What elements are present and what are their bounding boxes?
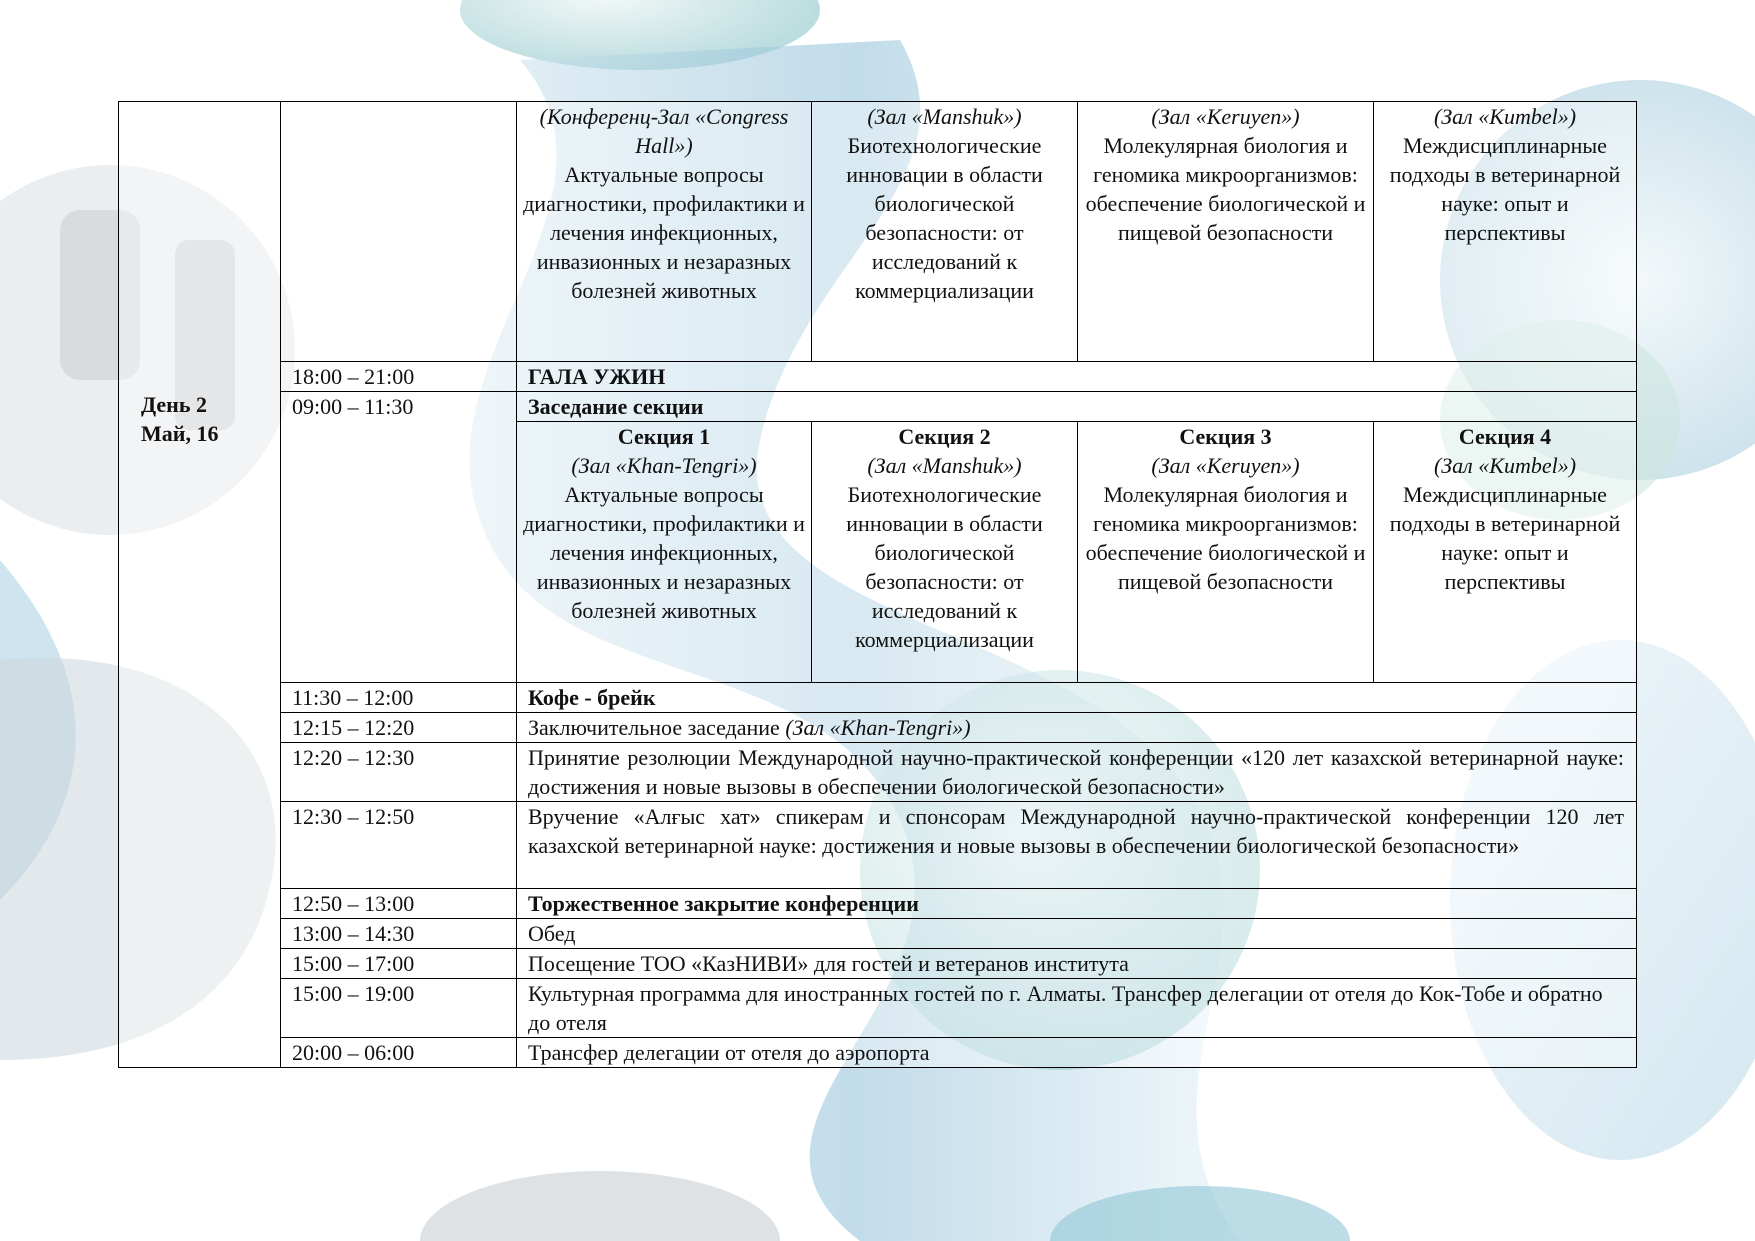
- section-name: Секция 4: [1458, 424, 1552, 449]
- time-cell: 20:00 – 06:00: [281, 1038, 517, 1068]
- event-cell: Обед: [517, 919, 1637, 949]
- time-cell: 15:00 – 19:00: [281, 979, 517, 1038]
- section-topic: Актуальные вопросы диагностики, профилактики и лечения инфекционных, инвазионных и незаразных болезней животных: [523, 162, 805, 303]
- section-cell: [812, 422, 1078, 683]
- section-cell: [1374, 102, 1637, 362]
- table-row: [119, 802, 1637, 889]
- time-cell: 12:20 – 12:30: [281, 743, 517, 802]
- event-cell: Посещение ТОО «КазНИВИ» для гостей и ветеранов института: [517, 949, 1637, 979]
- section-cell: [517, 102, 812, 362]
- event-cell: [517, 713, 1637, 743]
- table-row: [119, 392, 1637, 422]
- time-cell: 09:00 – 11:30: [281, 392, 517, 683]
- time-cell: 11:30 – 12:00: [281, 683, 517, 713]
- section-hall: (Зал «Keruyen»): [1151, 453, 1300, 478]
- section-hall: (Зал «Khan-Tengri»): [571, 453, 757, 478]
- section-hall: (Зал «Manshuk»): [867, 104, 1022, 129]
- section-cell: [1078, 422, 1374, 683]
- section-name: Секция 2: [898, 424, 991, 449]
- table-row: [119, 919, 1637, 949]
- time-cell: 15:00 – 17:00: [281, 949, 517, 979]
- event-cell: Торжественное закрытие конференции: [517, 889, 1637, 919]
- event-hall: (Зал «Khan-Tengri»): [785, 715, 971, 740]
- day-label: День 2: [141, 392, 207, 417]
- table-row: [119, 743, 1637, 802]
- table-row: [119, 1038, 1637, 1068]
- section-topic: Актуальные вопросы диагностики, профилактики и лечения инфекционных, инвазионных и незаразных болезней животных: [523, 482, 805, 623]
- time-cell: 18:00 – 21:00: [281, 362, 517, 392]
- day-date: Май, 16: [141, 421, 219, 446]
- event-cell: Вручение «Алғыс хат» спикерам и спонсорам Международной научно-практической конференции 120 лет казахской ветеринарной науке: достижения и новые вызовы в обеспечении биологической безопасности»: [517, 802, 1637, 889]
- section-name: Секция 3: [1179, 424, 1272, 449]
- section-cell: [1078, 102, 1374, 362]
- event-cell: Кофе - брейк: [517, 683, 1637, 713]
- event-cell: Трансфер делегации от отеля до аэропорта: [517, 1038, 1637, 1068]
- section-cell: [517, 422, 812, 683]
- event-cell: Принятие резолюции Международной научно-практической конференции «120 лет казахской ветеринарной науке: достижения и новые вызовы в обеспечении биологической безопасности»: [517, 743, 1637, 802]
- event-cell: ГАЛА УЖИН: [517, 362, 1637, 392]
- event-cell: Культурная программа для иностранных гостей по г. Алматы. Трансфер делегации от отеля до Кок-Тобе и обратно до отеля: [517, 979, 1637, 1038]
- table-row: [119, 713, 1637, 743]
- table-row: [119, 949, 1637, 979]
- table-row: [119, 889, 1637, 919]
- time-cell: 12:30 – 12:50: [281, 802, 517, 889]
- section-topic: Молекулярная биология и геномика микроорганизмов: обеспечение биологической и пищевой безопасности: [1085, 482, 1366, 594]
- schedule-table: [118, 101, 1637, 1068]
- section-hall: (Конференц-Зал «Congress Hall»): [539, 104, 789, 158]
- table-row: [119, 362, 1637, 392]
- table-row: [119, 683, 1637, 713]
- section-topic: Междисциплинарные подходы в ветеринарной науке: опыт и перспективы: [1389, 482, 1621, 594]
- time-cell: 12:50 – 13:00: [281, 889, 517, 919]
- time-cell: 12:15 – 12:20: [281, 713, 517, 743]
- time-cell: 13:00 – 14:30: [281, 919, 517, 949]
- event-text: Заключительное заседание: [528, 715, 780, 740]
- section-topic: Междисциплинарные подходы в ветеринарной науке: опыт и перспективы: [1389, 133, 1621, 245]
- day-cell: [119, 102, 281, 1068]
- section-name: Секция 1: [617, 424, 711, 449]
- section-hall: (Зал «Kumbel»): [1433, 104, 1577, 129]
- section-topic: Биотехнологические инновации в области биологической безопасности: от исследований к коммерциализации: [846, 482, 1043, 652]
- time-cell: [281, 102, 517, 362]
- section-hall: (Зал «Manshuk»): [867, 453, 1022, 478]
- section-cell: [1374, 422, 1637, 683]
- table-row: [119, 102, 1637, 362]
- section-hall: (Зал «Keruyen»): [1151, 104, 1300, 129]
- section-hall: (Зал «Kumbel»): [1433, 453, 1577, 478]
- table-row: [119, 979, 1637, 1038]
- section-topic: Биотехнологические инновации в области биологической безопасности: от исследований к коммерциализации: [846, 133, 1043, 303]
- section-topic: Молекулярная биология и геномика микроорганизмов: обеспечение биологической и пищевой безопасности: [1085, 133, 1366, 245]
- section-cell: [812, 102, 1078, 362]
- event-cell: Заседание секции: [517, 392, 1637, 422]
